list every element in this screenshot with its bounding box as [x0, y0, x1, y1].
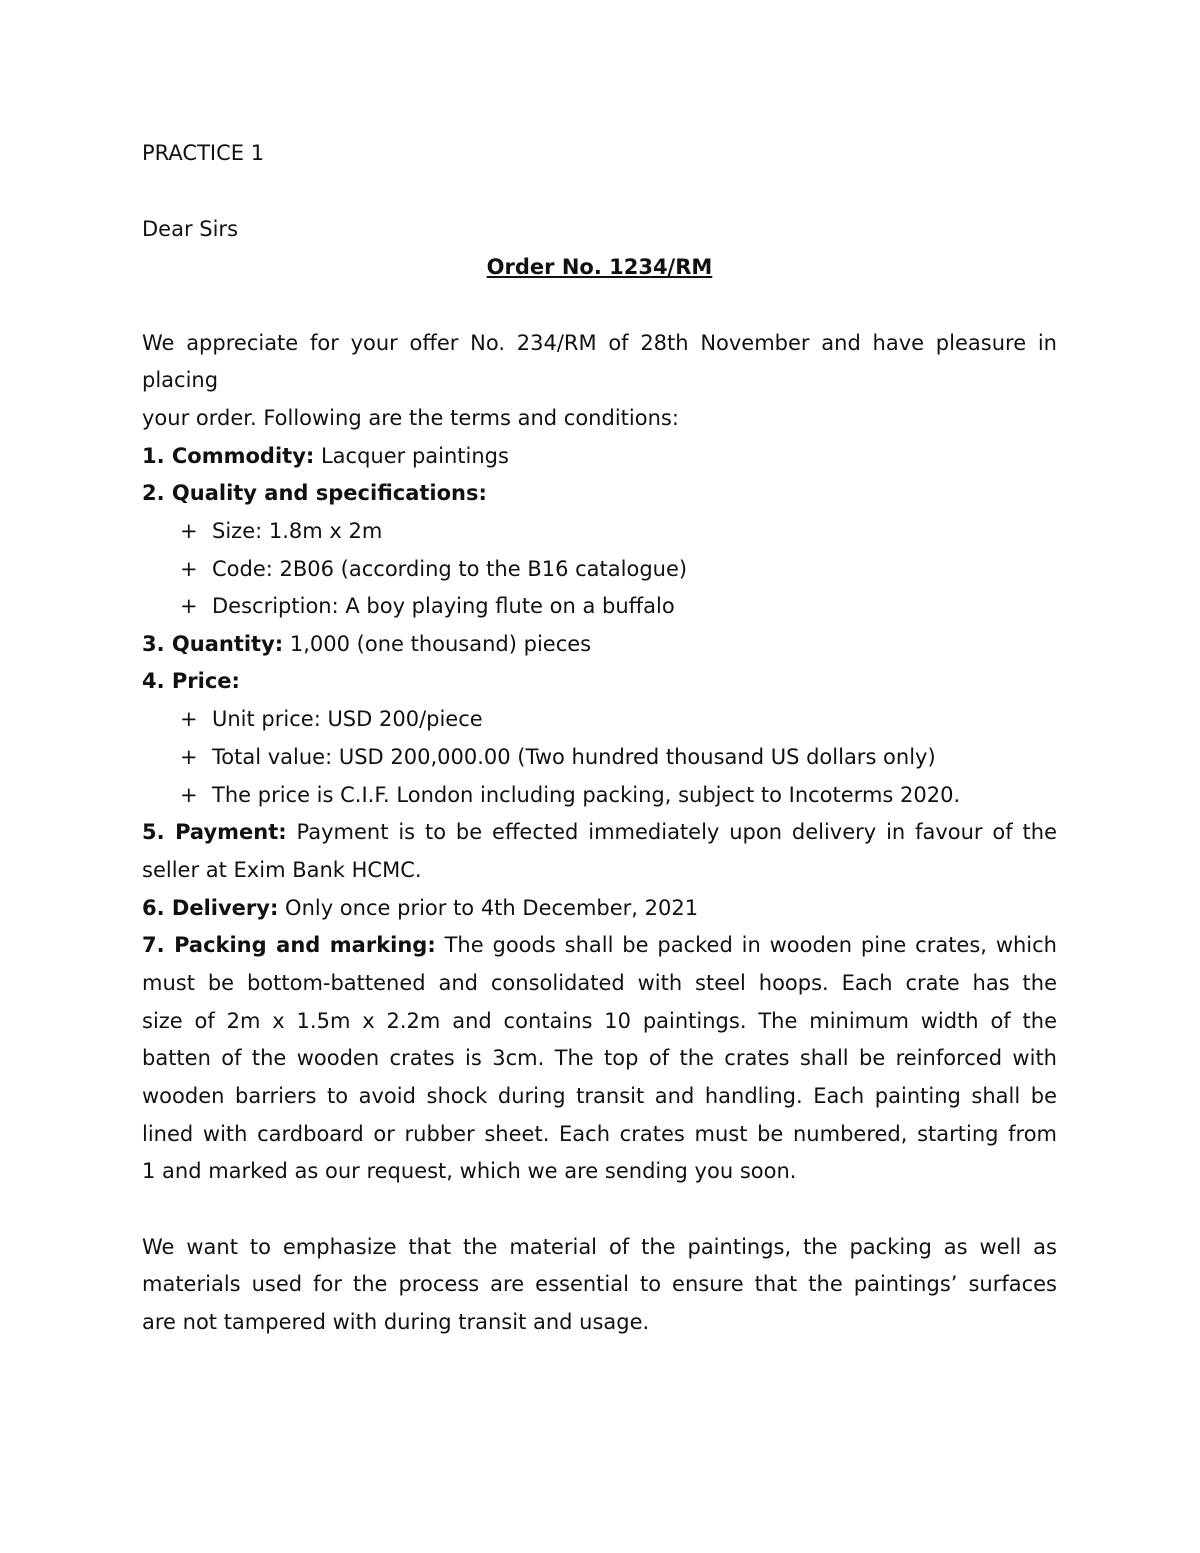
term-delivery	[142, 894, 1057, 922]
term-delivery-value: Only once prior to 4th December, 2021	[278, 896, 699, 920]
bullet-plus-icon: +	[180, 594, 198, 618]
quality-bullet-text: Description: A boy playing flute on a buffalo	[212, 594, 675, 618]
quality-bullet-text: Size: 1.8m x 2m	[212, 519, 383, 543]
term-quality-label: 2. Quality and specifications:	[142, 481, 487, 505]
document-heading: PRACTICE 1	[142, 141, 265, 165]
price-bullet-unit	[180, 705, 483, 733]
bullet-plus-icon: +	[180, 707, 198, 731]
bullet-plus-icon: +	[180, 783, 198, 807]
quality-bullet-code	[180, 555, 687, 583]
intro-line-3: your order. Following are the terms and conditions:	[142, 406, 679, 430]
price-bullet-terms	[180, 781, 960, 809]
term-packing-value: The goods shall be packed in wooden pine crates, which	[435, 933, 1057, 957]
term-price	[142, 667, 1057, 695]
order-subject-text: Order No. 1234/RM	[486, 255, 713, 279]
price-bullet-text: Total value: USD 200,000.00 (Two hundred thousand US dollars only)	[212, 745, 936, 769]
bullet-plus-icon: +	[180, 519, 198, 543]
term-commodity	[142, 442, 1057, 470]
term-quantity	[142, 630, 1057, 658]
price-bullet-text: Unit price: USD 200/piece	[212, 707, 483, 731]
term-quantity-value: 1,000 (one thousand) pieces	[283, 632, 592, 656]
term-quantity-label: 3. Quantity:	[142, 632, 284, 656]
term-delivery-label: 6. Delivery:	[142, 896, 279, 920]
price-bullet-total	[180, 743, 936, 771]
term-packing-line: must be bottom-battened and consolidated with steel hoops. Each crate has the	[142, 971, 1057, 995]
closing-line: We want to emphasize that the material of the paintings, the packing as well as	[142, 1235, 1057, 1259]
quality-bullet-text: Code: 2B06 (according to the B16 catalogue)	[212, 557, 688, 581]
closing-line: materials used for the process are essential to ensure that the paintings’ surfaces	[142, 1272, 1057, 1296]
term-price-label: 4. Price:	[142, 669, 240, 693]
term-quality	[142, 479, 1057, 507]
term-packing	[142, 931, 1057, 959]
term-packing-line: size of 2m x 1.5m x 2.2m and contains 10 paintings. The minimum width of the	[142, 1009, 1057, 1033]
term-packing-line: batten of the wooden crates is 3cm. The top of the crates shall be reinforced with	[142, 1046, 1057, 1070]
closing-line: are not tampered with during transit and usage.	[142, 1310, 650, 1334]
term-packing-line: wooden barriers to avoid shock during transit and handling. Each painting shall be	[142, 1084, 1057, 1108]
term-packing-label: 7. Packing and marking:	[142, 933, 436, 957]
bullet-plus-icon: +	[180, 745, 198, 769]
term-commodity-value: Lacquer paintings	[314, 444, 509, 468]
term-commodity-label: 1. Commodity:	[142, 444, 315, 468]
quality-bullet-description	[180, 592, 675, 620]
salutation: Dear Sirs	[142, 217, 239, 241]
intro-line-2: placing	[142, 368, 219, 392]
order-subject	[142, 253, 1057, 281]
term-packing-line: 1 and marked as our request, which we are sending you soon.	[142, 1159, 797, 1183]
term-packing-line: lined with cardboard or rubber sheet. Each crates must be numbered, starting from	[142, 1122, 1057, 1146]
price-bullet-text: The price is C.I.F. London including packing, subject to Incoterms 2020.	[212, 783, 961, 807]
quality-bullet-size	[180, 517, 382, 545]
bullet-plus-icon: +	[180, 557, 198, 581]
term-payment-label: 5. Payment:	[142, 820, 287, 844]
intro-line-1: We appreciate for your offer No. 234/RM of 28th November and have pleasure in	[142, 331, 1057, 355]
term-payment-value: Payment is to be effected immediately upon delivery in favour of the	[286, 820, 1058, 844]
term-payment	[142, 818, 1057, 846]
term-payment-line-2: seller at Exim Bank HCMC.	[142, 858, 422, 882]
